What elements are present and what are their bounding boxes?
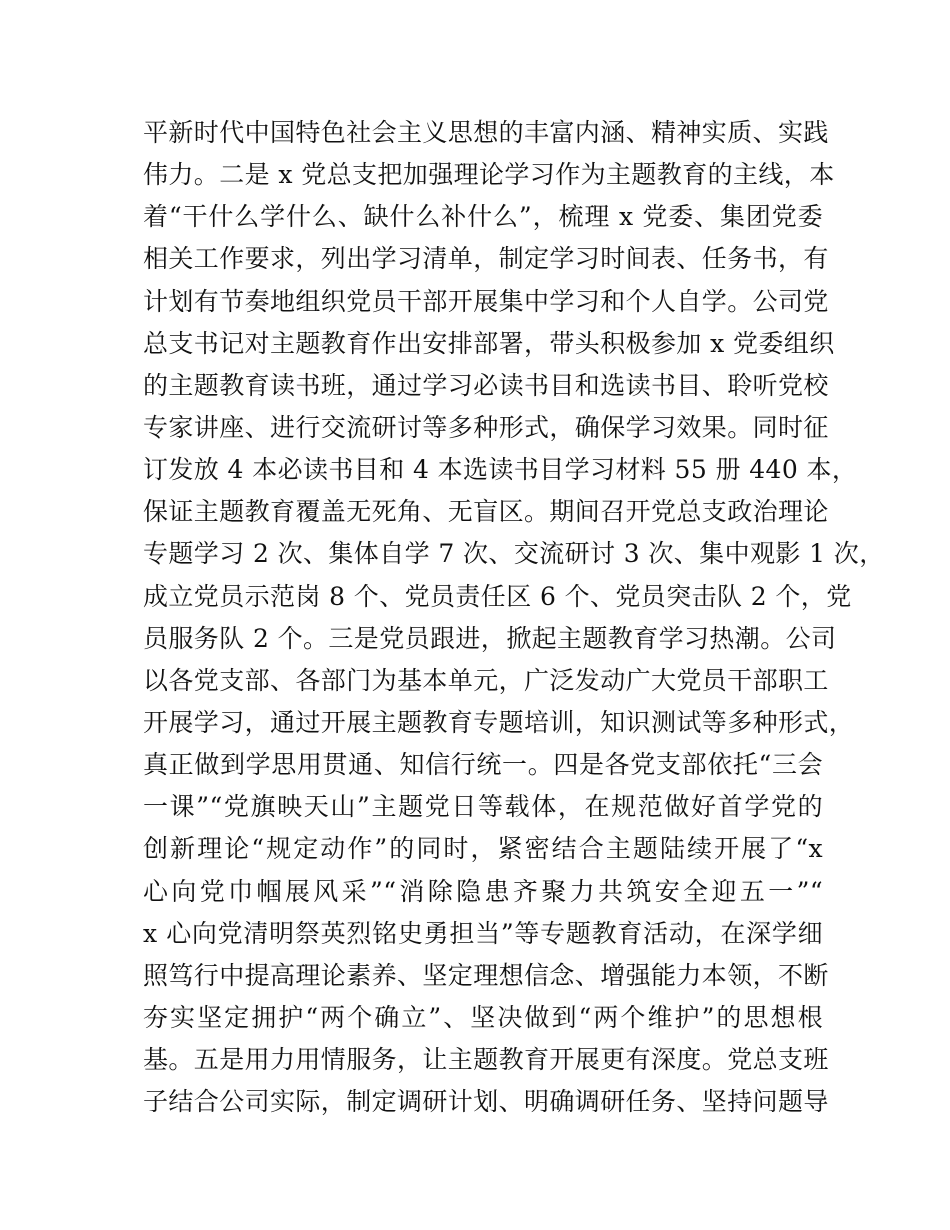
- text-line: 计划有节奏地组织党员干部开展集中学习和个人自学。公司党: [143, 286, 829, 316]
- text-line: 员服务队 2 个。三是党员跟进，掀起主题教育学习热潮。公司: [143, 623, 837, 653]
- text-line: 成立党员示范岗 8 个、党员责任区 6 个、党员突击队 2 个，党: [143, 581, 852, 611]
- text-line: 基。五是用力用情服务，让主题教育开展更有深度。党总支班: [143, 1045, 829, 1075]
- text-line: 创新理论“规定动作”的同时，紧密结合主题陆续开展了“x: [143, 834, 823, 864]
- text-line: 保证主题教育覆盖无死角、无盲区。期间召开党总支政治理论: [143, 497, 829, 527]
- text-line: 平新时代中国特色社会主义思想的丰富内涵、精神实质、实践: [143, 118, 829, 147]
- text-line: 相关工作要求，列出学习清单，制定学习时间表、任务书，有: [143, 244, 829, 274]
- text-line: 子结合公司实际，制定调研计划、明确调研任务、坚持问题导: [143, 1087, 829, 1117]
- text-line: 心向党巾帼展风采”“消除隐患齐聚力共筑安全迎五一”“: [143, 876, 823, 906]
- text-line: 总支书记对主题教育作出安排部署，带头积极参加 x 党委组织: [143, 328, 835, 358]
- text-line: 真正做到学思用贯通、知信行统一。四是各党支部依托“三会: [143, 750, 823, 780]
- text-line: 专题学习 2 次、集体自学 7 次、交流研讨 3 次、集中观影 1 次，: [143, 539, 885, 569]
- text-line: 伟力。二是 x 党总支把加强理论学习作为主题教育的主线，本: [143, 160, 835, 190]
- text-line: 以各党支部、各部门为基本单元，广泛发动广大党员干部职工: [143, 665, 829, 695]
- body-text: [143, 112, 885, 1123]
- text-line: 着“干什么学什么、缺什么补什么”，梳理 x 党委、集团党委: [143, 202, 823, 232]
- text-line: 专家讲座、进行交流研讨等多种形式，确保学习效果。同时征: [143, 412, 829, 442]
- text-line: x 心向党清明祭英烈铭史勇担当”等专题教育活动，在深学细: [143, 918, 823, 948]
- text-line: 夯实坚定拥护“两个确立”、坚决做到“两个维护”的思想根: [143, 1002, 823, 1032]
- text-line: 订发放 4 本必读书目和 4 本选读书目学习材料 55 册 440 本，: [143, 455, 858, 485]
- text-line: 一课”“党旗映天山”主题党日等载体，在规范做好首学党的: [143, 792, 823, 822]
- text-line: 照笃行中提高理论素养、坚定理想信念、增强能力本领，不断: [143, 960, 829, 990]
- text-line: 的主题教育读书班，通过学习必读书目和选读书目、聆听党校: [143, 370, 829, 400]
- text-line: 开展学习，通过开展主题教育专题培训，知识测试等多种形式，: [143, 707, 855, 737]
